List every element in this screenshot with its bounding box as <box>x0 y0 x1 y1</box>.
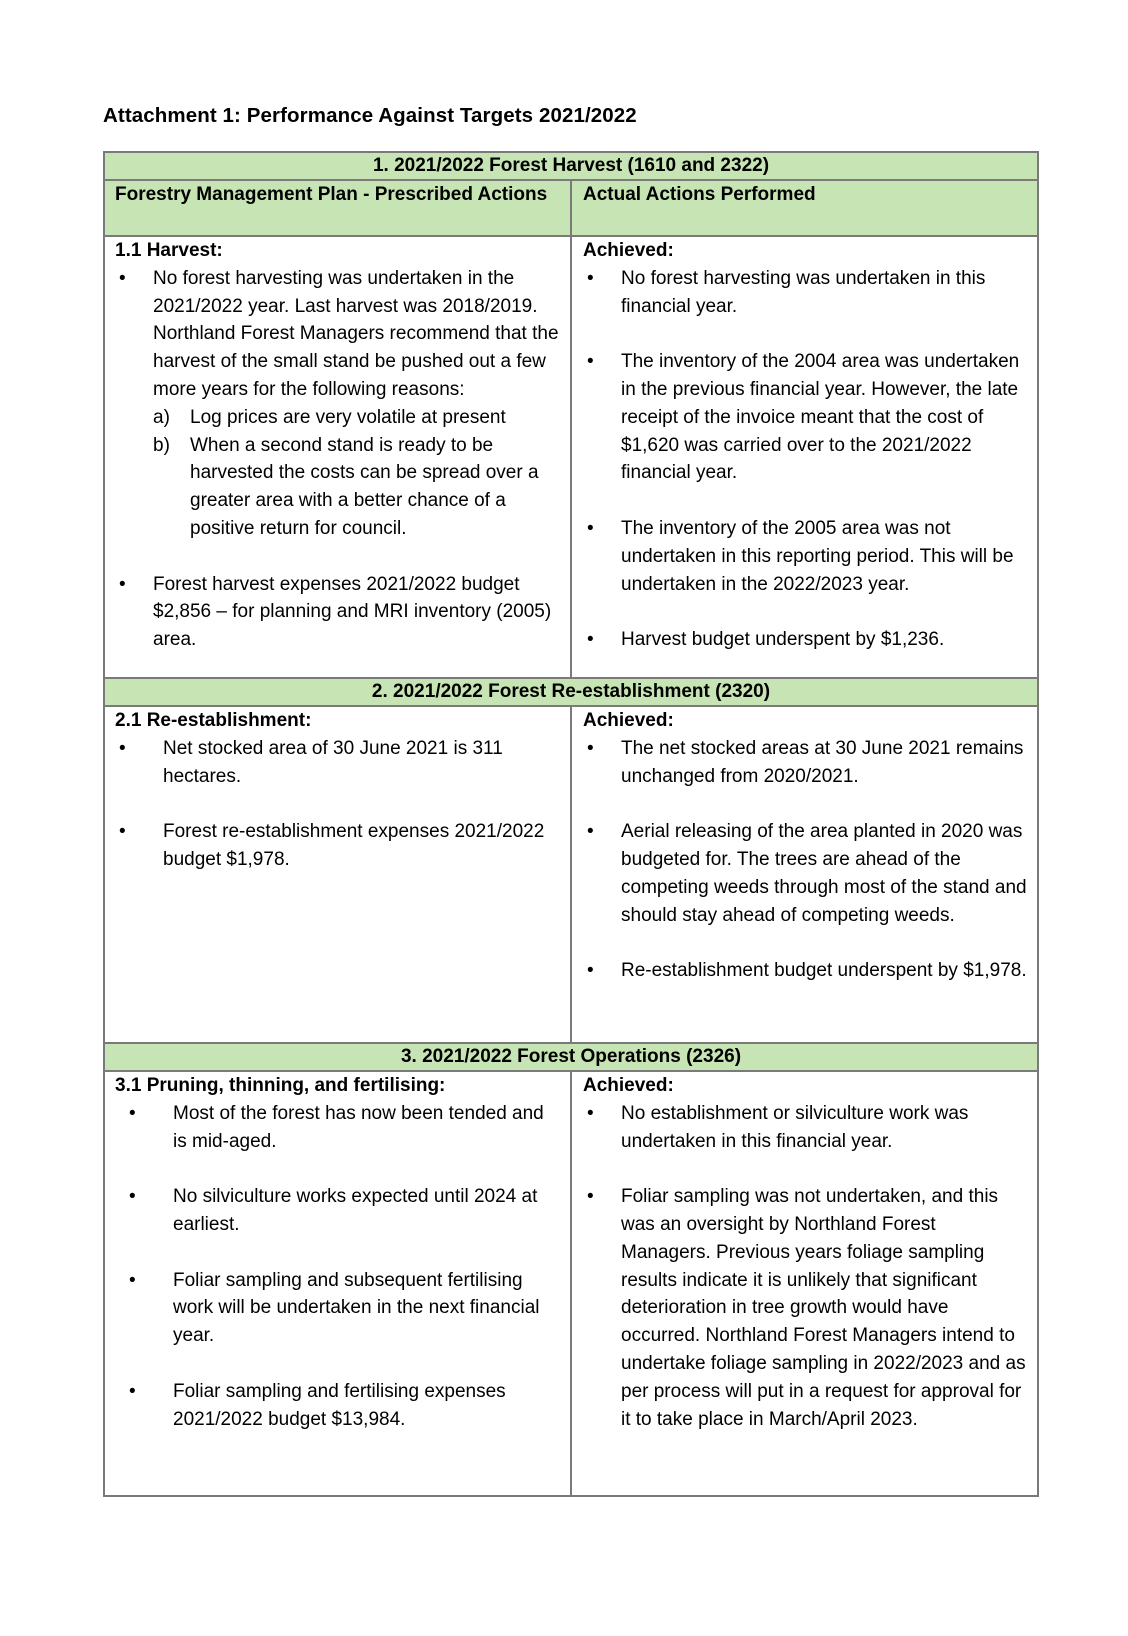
bullet-icon: • <box>119 573 126 595</box>
list-item <box>583 265 1027 321</box>
list-item <box>115 735 560 791</box>
bullet-icon: • <box>587 737 594 759</box>
list-item <box>583 348 1027 487</box>
bullet-icon: • <box>129 1186 136 1208</box>
list-item-text: Re-establishment budget underspent by $1,978. <box>621 960 1027 982</box>
column-header-prescribed: Forestry Management Plan - Prescribed Actions <box>104 180 571 236</box>
list-item <box>583 735 1027 791</box>
section-1-heading: 1. 2021/2022 Forest Harvest (1610 and 2322) <box>104 152 1038 180</box>
section-2-prescribed-cell <box>104 706 571 1043</box>
bullet-icon: • <box>587 351 594 373</box>
list-item-text: No silviculture works expected until 2024 at earliest. <box>173 1186 538 1235</box>
table-row <box>104 706 1038 1043</box>
bullet-icon: • <box>587 517 594 539</box>
list-item <box>115 818 560 874</box>
sub-list-text: When a second stand is ready to be harvested the costs can be spread over a greater area with a better chance of a positive return for council. <box>190 434 539 539</box>
bullet-icon: • <box>119 737 126 759</box>
section-3-prescribed-cell <box>104 1071 571 1496</box>
performance-table <box>103 151 1039 1497</box>
sub-list-item <box>153 404 560 432</box>
section-1-subheading: 1.1 Harvest: <box>115 240 223 261</box>
sub-list-marker: a) <box>153 406 170 428</box>
bullet-icon: • <box>129 1102 136 1124</box>
bullet-icon: • <box>119 821 126 843</box>
section-1-achieved-label: Achieved: <box>583 240 674 261</box>
bullet-icon: • <box>119 267 126 289</box>
list-item-text: Forest harvest expenses 2021/2022 budget $2,856 – for planning and MRI inventory (2005) area. <box>153 573 552 651</box>
section-heading <box>104 152 1038 180</box>
bullet-icon: • <box>587 821 594 843</box>
column-header-row <box>104 180 1038 236</box>
list-item <box>115 1267 560 1350</box>
section-1-prescribed-cell <box>104 236 571 678</box>
bullet-icon: • <box>587 1102 594 1124</box>
list-item-text: Net stocked area of 30 June 2021 is 311 hectares. <box>163 737 503 787</box>
list-item-text: The inventory of the 2005 area was not undertaken in this reporting period. This will be undertaken in the 2022/2023 year. <box>621 517 1014 595</box>
bullet-icon: • <box>129 1380 136 1402</box>
bullet-icon: • <box>129 1269 136 1291</box>
list-item <box>583 515 1027 598</box>
list-item <box>115 265 560 543</box>
section-2-subheading: 2.1 Re-establishment: <box>115 710 312 731</box>
table-row <box>104 236 1038 678</box>
section-2-achieved-label: Achieved: <box>583 710 674 731</box>
list-item-text: The inventory of the 2004 area was undertaken in the previous financial year. However, the late receipt of the invoice meant that the cost of $1,620 was carried over to the 2021/2022 financial year. <box>621 351 1020 484</box>
sub-list-marker: b) <box>153 434 170 456</box>
section-3-heading: 3. 2021/2022 Forest Operations (2326) <box>104 1043 1038 1071</box>
section-heading <box>104 1043 1038 1071</box>
section-3-actual-cell <box>571 1071 1038 1496</box>
list-item <box>115 1378 560 1434</box>
list-item-text: Foliar sampling and subsequent fertilising work will be undertaken in the next financial year. <box>173 1269 540 1347</box>
section-3-subheading: 3.1 Pruning, thinning, and fertilising: <box>115 1075 446 1096</box>
sub-list-item <box>153 432 560 543</box>
list-item-text: No forest harvesting was undertaken in the 2021/2022 year. Last harvest was 2018/2019. Northland Forest Managers recommend that the harvest of the small stand be pushed out a few more years for the following reasons: <box>153 267 559 400</box>
list-item-text: No establishment or silviculture work was undertaken in this financial year. <box>621 1102 969 1152</box>
sub-list-text: Log prices are very volatile at present <box>190 406 506 428</box>
list-item <box>115 571 560 654</box>
section-heading <box>104 678 1038 706</box>
list-item <box>115 1100 560 1156</box>
list-item-text: Foliar sampling was not undertaken, and this was an oversight by Northland Forest Managers. Previous years foliage sampling results indicate it is unlikely that significant deterioration in tree growth would have occurred. Northland Forest Managers intend to undertake foliage sampling in 2022/2023 and as per process will put in a request for approval for it to take place in March/April 2023. <box>621 1186 1026 1430</box>
list-item-text: Most of the forest has now been tended and is mid-aged. <box>173 1102 544 1152</box>
bullet-icon: • <box>587 1186 594 1208</box>
list-item-text: No forest harvesting was undertaken in this financial year. <box>621 267 986 317</box>
section-3-achieved-label: Achieved: <box>583 1075 674 1096</box>
section-1-actual-cell <box>571 236 1038 678</box>
list-item <box>583 626 1027 654</box>
column-header-actual: Actual Actions Performed <box>571 180 1038 236</box>
table-row <box>104 1071 1038 1496</box>
bullet-icon: • <box>587 629 594 651</box>
list-item <box>583 1100 1027 1156</box>
list-item-text: Foliar sampling and fertilising expenses 2021/2022 budget $13,984. <box>173 1380 506 1430</box>
list-item <box>583 818 1027 929</box>
section-2-actual-cell <box>571 706 1038 1043</box>
list-item <box>583 957 1027 985</box>
bullet-icon: • <box>587 960 594 982</box>
page-title: Attachment 1: Performance Against Targets 2021/2022 <box>103 104 637 127</box>
section-2-heading: 2. 2021/2022 Forest Re-establishment (2320) <box>104 678 1038 706</box>
bullet-icon: • <box>587 267 594 289</box>
list-item-text: The net stocked areas at 30 June 2021 remains unchanged from 2020/2021. <box>621 737 1024 787</box>
list-item <box>583 1183 1027 1433</box>
list-item <box>115 1183 560 1239</box>
list-item-text: Harvest budget underspent by $1,236. <box>621 629 945 651</box>
list-item-text: Aerial releasing of the area planted in 2020 was budgeted for. The trees are ahead of the competing weeds through most of the stand and should stay ahead of competing weeds. <box>621 821 1027 926</box>
list-item-text: Forest re-establishment expenses 2021/2022 budget $1,978. <box>163 821 545 870</box>
